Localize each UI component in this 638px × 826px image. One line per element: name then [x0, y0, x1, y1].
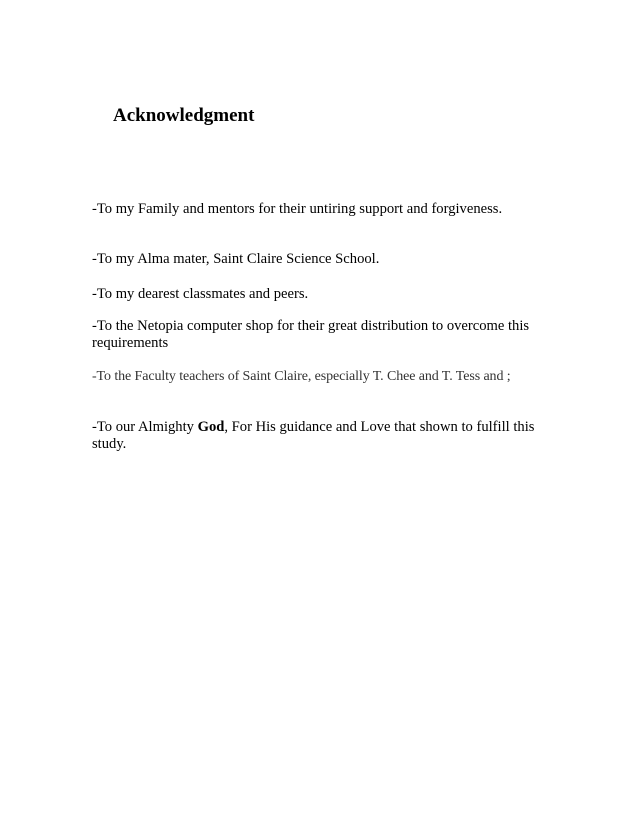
acknowledgment-faculty: -To the Faculty teachers of Saint Claire, especially T. Chee and T. Tess and ;	[92, 369, 511, 384]
god-text-bold: God	[197, 419, 225, 435]
page-title: Acknowledgment	[113, 105, 255, 126]
acknowledgment-alma-mater: -To my Alma mater, Saint Claire Science School.	[92, 251, 380, 267]
acknowledgment-family: -To my Family and mentors for their untiring support and forgiveness.	[92, 201, 503, 217]
god-text-after: , For His guidance and Love that shown to fulfill this study.	[92, 419, 535, 452]
acknowledgment-god	[92, 419, 552, 453]
acknowledgment-classmates: -To my dearest classmates and peers.	[92, 286, 309, 302]
acknowledgment-netopia: -To the Netopia computer shop for their great distribution to overcome this requirements	[92, 318, 530, 351]
god-text-before: -To our Almighty	[92, 419, 198, 435]
